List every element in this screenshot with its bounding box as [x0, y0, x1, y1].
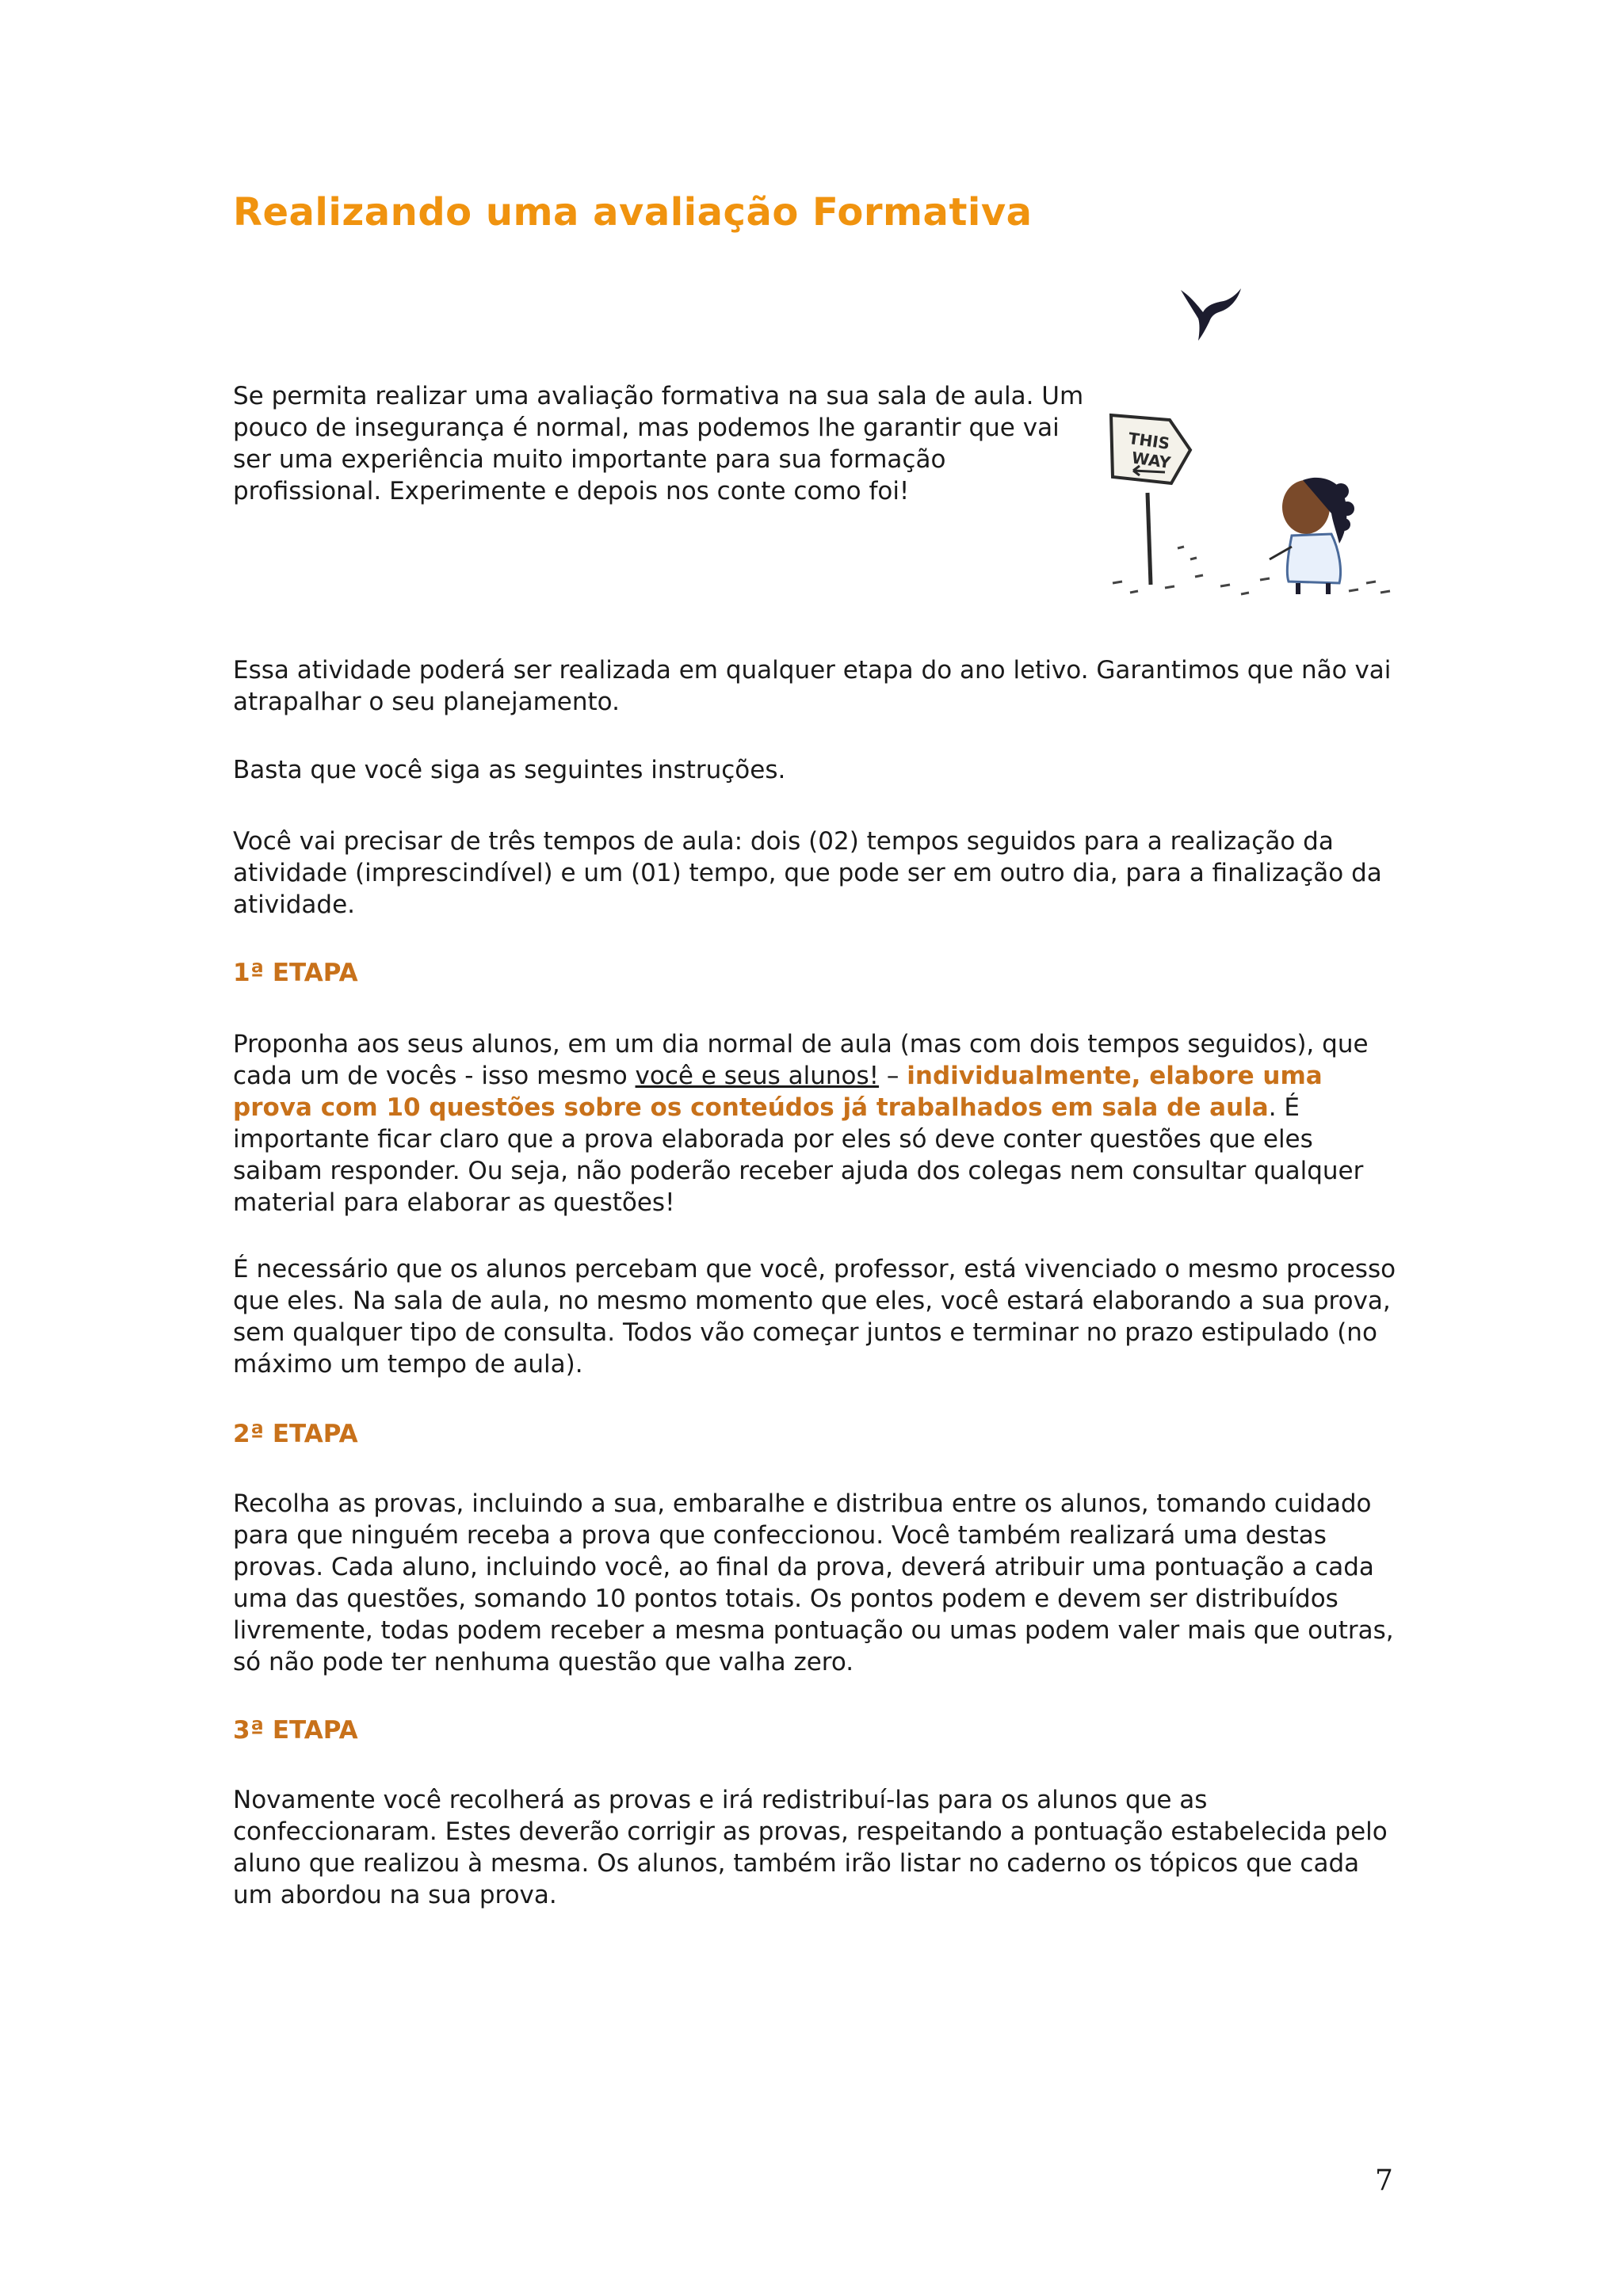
ground-marks-icon: [1113, 547, 1390, 594]
etapa-2-heading: 2ª ETAPA: [233, 1420, 358, 1448]
etapa-1-paragraph-1: [233, 1028, 1398, 1219]
etapa-1-underline: você e seus alunos!: [635, 1062, 880, 1090]
page-title: Realizando uma avaliação Formativa: [233, 190, 1033, 235]
this-way-illustration: [1102, 404, 1395, 602]
bird-icon: [1179, 285, 1243, 344]
sign-icon: [1111, 415, 1190, 585]
paragraph-tempos-aula: Você vai precisar de três tempos de aula: dois (02) tempos seguidos para a realização da atividade (imprescindível) e um (01) tempo, que pode ser em outro dia, para a finalização da atividade.: [233, 827, 1382, 919]
paragraph-instrucoes: Basta que você siga as seguintes instruções.: [233, 756, 786, 784]
etapa-1-text-b: . É importante ficar claro que a prova elaborada por eles só deve conter questões que eles saibam responder. Ou seja, não poderão receber ajuda dos colegas nem consultar qualquer material para elaborar as questões!: [233, 1093, 1364, 1217]
child-icon: [1270, 478, 1354, 594]
sign-text-way: WAY: [1130, 448, 1172, 473]
etapa-1-paragraph-2: É necessário que os alunos percebam que você, professor, está vivenciado o mesmo processo que eles. Na sala de aula, no mesmo momento que eles, você estará elaborando a sua prova, sem qualquer tipo de consulta. Todos vão começar juntos e terminar no prazo estipulado (no máximo um tempo de aula).: [233, 1255, 1396, 1379]
paragraph-ano-letivo: Essa atividade poderá ser realizada em qualquer etapa do ano letivo. Garantimos que não vai atrapalhar o seu planejamento.: [233, 656, 1392, 716]
sign-text-this: THIS: [1127, 428, 1171, 453]
intro-paragraph: Se permita realizar uma avaliação formativa na sua sala de aula. Um pouco de insegurança é normal, mas podemos lhe garantir que vai ser uma experiência muito importante para sua formação profissional. Experimente e depois nos conte como foi!: [233, 382, 1084, 505]
page-number: 7: [1375, 2164, 1393, 2197]
etapa-3-paragraph: Novamente você recolherá as provas e irá redistribuí-las para os alunos que as confeccionaram. Estes deverão corrigir as provas, respeitando a pontuação estabelecida pelo aluno que realizou à mesma. Os alunos, também irão listar no caderno os tópicos que cada um abordou na sua prova.: [233, 1786, 1388, 1909]
etapa-1-highlight: individualmente, elabore uma prova com 10 questões sobre os conteúdos já trabalhados em sala de aula: [233, 1062, 1323, 1122]
etapa-3-heading: 3ª ETAPA: [233, 1716, 358, 1745]
etapa-1-heading: 1ª ETAPA: [233, 959, 358, 987]
etapa-1-dash: –: [879, 1062, 907, 1090]
etapa-2-paragraph: Recolha as provas, incluindo a sua, embaralhe e distribua entre os alunos, tomando cuidado para que ninguém receba a prova que confeccionou. Você também realizará uma destas provas. Cada aluno, incluindo você, ao final da prova, deverá atribuir uma pontuação a cada uma das questões, somando 10 pontos totais. Os pontos podem e devem ser distribuídos livremente, todas podem receber a mesma pontuação ou umas podem valer mais que outras, só não pode ter nenhuma questão que valha zero.: [233, 1489, 1394, 1676]
etapa-1-text-a: Proponha aos seus alunos, em um dia normal de aula (mas com dois tempos seguidos), que cada um de vocês - isso mesmo: [233, 1030, 1369, 1090]
